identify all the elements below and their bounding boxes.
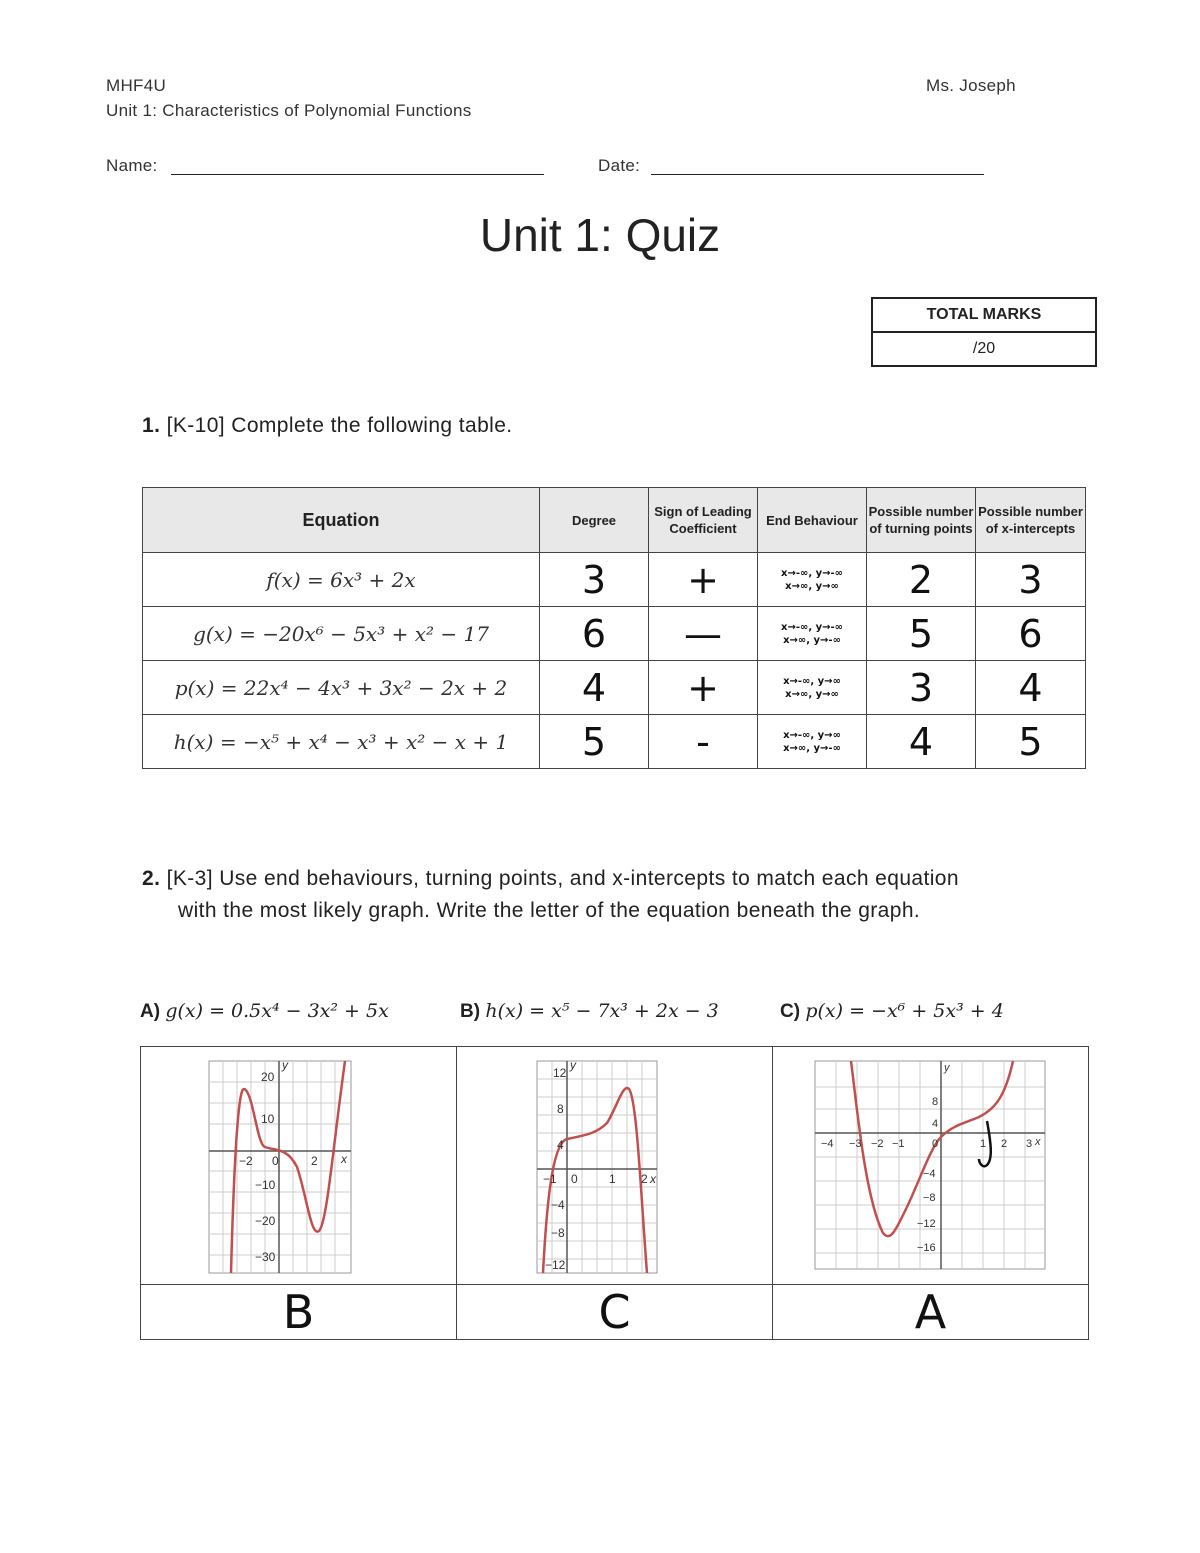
equation-cell: g(x) = −20x⁶ − 5x³ + x² − 17 bbox=[143, 607, 540, 661]
graph-3-tick-x: −4 bbox=[821, 1138, 834, 1150]
table-row bbox=[143, 607, 1086, 661]
option-c bbox=[780, 1000, 1004, 1023]
graph-1-tick-y: −30 bbox=[255, 1250, 276, 1264]
graph-3-tick-x: 1 bbox=[980, 1138, 987, 1150]
option-b bbox=[460, 1000, 719, 1023]
graph-2-tick-y: −4 bbox=[551, 1198, 565, 1212]
graph-1-axis-y: y bbox=[282, 1058, 288, 1072]
graph-2-tick-y: 4 bbox=[557, 1138, 564, 1152]
unit-title: Unit 1: Characteristics of Polynomial Functions bbox=[106, 101, 472, 120]
end-behaviour-answer[interactable] bbox=[758, 715, 867, 769]
total-marks-label: TOTAL MARKS bbox=[873, 299, 1095, 333]
q2-code: [K-3] bbox=[166, 867, 213, 890]
graph-3-tick-x: −2 bbox=[871, 1138, 884, 1150]
degree-answer[interactable]: 4 bbox=[540, 661, 649, 715]
sign-answer[interactable]: + bbox=[649, 661, 758, 715]
graph-1-tick-y: −10 bbox=[255, 1178, 276, 1192]
graph-2-axis-y: y bbox=[570, 1058, 576, 1072]
option-c-letter: C) bbox=[780, 1001, 801, 1022]
equation-cell: h(x) = −x⁵ + x⁴ − x³ + x² − x + 1 bbox=[143, 715, 540, 769]
end-behaviour-left: x→-∞, y→∞ bbox=[783, 675, 841, 687]
course-code: MHF4U bbox=[106, 76, 167, 95]
q1-text: Complete the following table. bbox=[231, 414, 513, 437]
table-row bbox=[143, 553, 1086, 607]
end-behaviour-answer[interactable] bbox=[758, 607, 867, 661]
graph-1-tick-y: 20 bbox=[261, 1070, 275, 1084]
degree-answer[interactable]: 3 bbox=[540, 553, 649, 607]
total-marks-box bbox=[871, 297, 1097, 367]
turning-points-answer[interactable]: 5 bbox=[867, 607, 976, 661]
graph-2-tick-x: 1 bbox=[609, 1172, 616, 1186]
name-label: Name: bbox=[106, 156, 158, 175]
end-behaviour-right: x→∞, y→-∞ bbox=[783, 742, 841, 754]
x-intercepts-answer[interactable]: 6 bbox=[976, 607, 1086, 661]
q2-text-line1: Use end behaviours, turning points, and x-intercepts to match each equation bbox=[219, 867, 959, 890]
page-title: Unit 1: Quiz bbox=[479, 209, 721, 261]
graph-2-tick-x: 0 bbox=[571, 1172, 578, 1186]
graph-1-tick-x: 2 bbox=[311, 1154, 318, 1168]
table-row bbox=[143, 661, 1086, 715]
graph-3-axis-y: y bbox=[944, 1062, 950, 1074]
turning-points-answer[interactable]: 3 bbox=[867, 661, 976, 715]
graph-2-tick-y: 12 bbox=[553, 1066, 567, 1080]
end-behaviour-right: x→∞, y→-∞ bbox=[783, 634, 841, 646]
table-row bbox=[143, 715, 1086, 769]
end-behaviour-answer[interactable] bbox=[758, 553, 867, 607]
col-header-degree: Degree bbox=[540, 488, 649, 553]
end-behaviour-left: x→-∞, y→-∞ bbox=[781, 621, 843, 633]
sign-answer[interactable]: - bbox=[649, 715, 758, 769]
graph-cell-2 bbox=[457, 1047, 773, 1285]
teacher-name: Ms. Joseph bbox=[926, 76, 1016, 95]
graph-3-tick-y: 4 bbox=[932, 1118, 939, 1130]
option-b-letter: B) bbox=[460, 1001, 481, 1022]
q2-number: 2. bbox=[142, 867, 161, 890]
graph-3-tick-x: −1 bbox=[892, 1138, 905, 1150]
graph-1 bbox=[141, 1047, 456, 1279]
turning-points-answer[interactable]: 4 bbox=[867, 715, 976, 769]
graph-cell-1 bbox=[141, 1047, 457, 1285]
graph-2-tick-x: −1 bbox=[543, 1172, 557, 1186]
graph-2-tick-y: −12 bbox=[545, 1258, 566, 1272]
x-intercepts-answer[interactable]: 5 bbox=[976, 715, 1086, 769]
end-behaviour-right: x→∞, y→∞ bbox=[785, 580, 839, 592]
date-field[interactable] bbox=[651, 174, 984, 175]
equation-cell: p(x) = 22x⁴ − 4x³ + 3x² − 2x + 2 bbox=[143, 661, 540, 715]
q1-number: 1. bbox=[142, 414, 161, 437]
graph-2-tick-y: −8 bbox=[551, 1226, 565, 1240]
col-header-x-intercepts: Possible number of x-intercepts bbox=[976, 488, 1086, 553]
answer-cell-3[interactable]: A bbox=[773, 1285, 1089, 1340]
q1-code: [K-10] bbox=[166, 414, 226, 437]
graph-1-tick-x: −2 bbox=[239, 1154, 253, 1168]
date-label: Date: bbox=[598, 156, 641, 175]
col-header-sign: Sign of Leading Coefficient bbox=[649, 488, 758, 553]
graph-3 bbox=[773, 1047, 1088, 1279]
option-a-equation: g(x) = 0.5x⁴ − 3x² + 5x bbox=[165, 1000, 389, 1022]
degree-answer[interactable]: 6 bbox=[540, 607, 649, 661]
option-a bbox=[140, 1000, 389, 1023]
graph-1-tick-y: 10 bbox=[261, 1112, 275, 1126]
option-a-letter: A) bbox=[140, 1001, 161, 1022]
end-behaviour-right: x→∞, y→∞ bbox=[785, 688, 839, 700]
end-behaviour-answer[interactable] bbox=[758, 661, 867, 715]
graph-3-tick-y: −4 bbox=[923, 1168, 936, 1180]
question-1 bbox=[142, 414, 513, 438]
graph-3-tick-x: 2 bbox=[1001, 1138, 1008, 1150]
end-behaviour-left: x→-∞, y→∞ bbox=[783, 729, 841, 741]
graph-1-tick-y: −20 bbox=[255, 1214, 276, 1228]
graph-3-tick-x: 0 bbox=[932, 1138, 939, 1150]
answer-cell-2[interactable]: C bbox=[457, 1285, 773, 1340]
col-header-turning-points: Possible number of turning points bbox=[867, 488, 976, 553]
total-marks-value: /20 bbox=[972, 340, 996, 357]
name-field[interactable] bbox=[171, 174, 544, 175]
graph-1-tick-x: 0 bbox=[272, 1154, 279, 1168]
option-b-equation: h(x) = x⁵ − 7x³ + 2x − 3 bbox=[485, 1000, 719, 1022]
graph-2-tick-x: 2 bbox=[641, 1172, 648, 1186]
graph-3-tick-y: 8 bbox=[932, 1096, 939, 1108]
graph-3-tick-x: −3 bbox=[849, 1138, 862, 1150]
turning-points-answer[interactable]: 2 bbox=[867, 553, 976, 607]
q2-text-line2: with the most likely graph. Write the letter of the equation beneath the graph. bbox=[178, 899, 921, 922]
graph-cell-3 bbox=[773, 1047, 1089, 1285]
x-intercepts-answer[interactable]: 4 bbox=[976, 661, 1086, 715]
graph-3-tick-y: −8 bbox=[923, 1192, 936, 1204]
answer-cell-1[interactable]: B bbox=[141, 1285, 457, 1340]
graph-2 bbox=[457, 1047, 772, 1279]
polynomial-table bbox=[142, 487, 1086, 769]
x-intercepts-answer[interactable]: 3 bbox=[976, 553, 1086, 607]
col-header-end-behaviour: End Behaviour bbox=[758, 488, 867, 553]
degree-answer[interactable]: 5 bbox=[540, 715, 649, 769]
sign-answer[interactable]: + bbox=[649, 553, 758, 607]
matching-table bbox=[140, 1046, 1089, 1340]
graph-3-tick-y: −12 bbox=[917, 1218, 936, 1230]
end-behaviour-left: x→-∞, y→-∞ bbox=[781, 567, 843, 579]
graph-3-tick-x: 3 bbox=[1026, 1138, 1033, 1150]
graph-3-tick-y: −16 bbox=[917, 1242, 936, 1254]
graph-1-axis-x: x bbox=[341, 1152, 347, 1166]
graph-3-axis-x: x bbox=[1035, 1136, 1041, 1148]
option-c-equation: p(x) = −x⁶ + 5x³ + 4 bbox=[805, 1000, 1004, 1022]
sign-answer[interactable]: — bbox=[649, 607, 758, 661]
graph-2-axis-x: x bbox=[650, 1172, 656, 1186]
equation-cell: f(x) = 6x³ + 2x bbox=[143, 553, 540, 607]
col-header-equation: Equation bbox=[143, 488, 540, 553]
graph-2-tick-y: 8 bbox=[557, 1102, 564, 1116]
question-2 bbox=[142, 867, 959, 891]
